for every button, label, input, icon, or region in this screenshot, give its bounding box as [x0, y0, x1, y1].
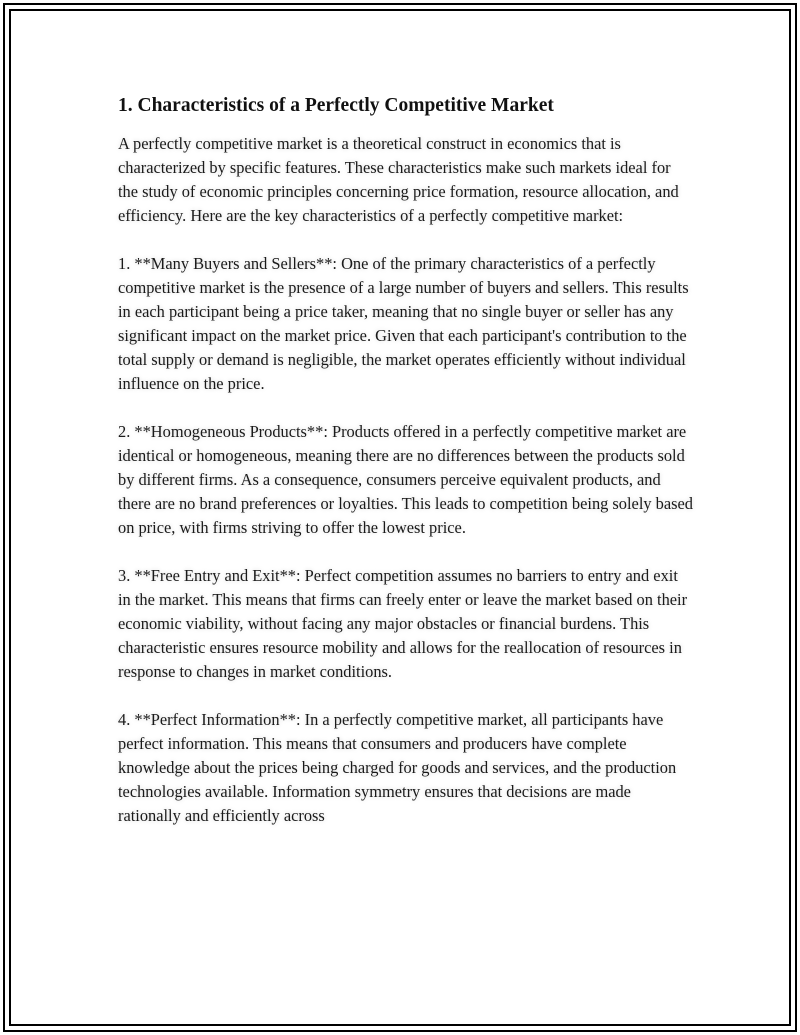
paragraph-many-buyers-sellers: 1. **Many Buyers and Sellers**: One of the primary characteristics of a perfectly competitive market is the presence of a large number of buyers and sellers. This results in each participant being a price taker, meaning that no single buyer or seller has any significant impact on the market price. Given that each participant's contribution to the total supply or demand is negligible, the market operates efficiently without individual influence on the price.: [118, 254, 689, 393]
paragraph-perfect-information: 4. **Perfect Information**: In a perfectly competitive market, all participants have perfect information. This means that consumers and producers have complete knowledge about the prices being charged for goods and services, and the production technologies available. Information symmetry ensures that decisions are made rationally and efficiently across: [118, 710, 677, 825]
document-body: [118, 94, 693, 852]
paragraph-homogeneous-products: 2. **Homogeneous Products**: Products offered in a perfectly competitive market are identical or homogeneous, meaning there are no differences between the products sold by different firms. As a consequence, consumers perceive equivalent products, and there are no brand preferences or loyalties. This leads to competition being solely based on price, with firms striving to offer the lowest price.: [118, 422, 694, 537]
paragraph-free-entry-exit: 3. **Free Entry and Exit**: Perfect competition assumes no barriers to entry and exit in the market. This means that firms can freely enter or leave the market based on their economic viability, without facing any major obstacles or financial burdens. This characteristic ensures resource mobility and allows for the reallocation of resources in response to changes in market conditions.: [118, 566, 688, 681]
intro-paragraph: A perfectly competitive market is a theoretical construct in economics that is characterized by specific features. These characteristics make such markets ideal for the study of economic principles concerning price formation, resource allocation, and efficiency. Here are the key characteristics of a perfectly competitive market:: [118, 134, 679, 225]
section-heading: 1. Characteristics of a Perfectly Competitive Market: [118, 95, 554, 116]
